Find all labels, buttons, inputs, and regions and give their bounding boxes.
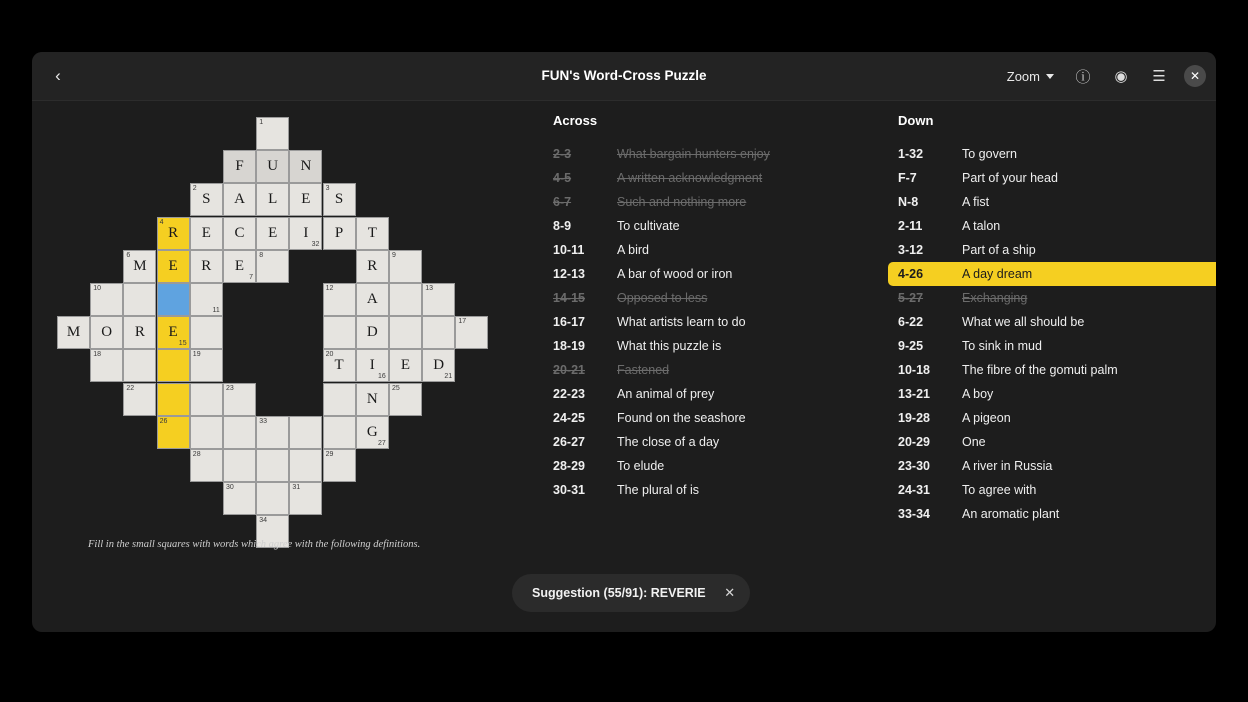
cell-number: 9	[392, 251, 396, 259]
cell-number: 17	[458, 318, 467, 326]
grid-cell[interactable]	[389, 383, 422, 416]
grid-cell[interactable]	[256, 183, 289, 216]
across-clue-list	[551, 142, 881, 502]
cell-number: 11	[212, 307, 220, 314]
grid-cell[interactable]	[323, 316, 356, 349]
clue-down-20-29[interactable]	[896, 430, 1216, 454]
clue-down-3-12[interactable]	[896, 238, 1216, 262]
grid-cell[interactable]	[223, 383, 256, 416]
grid-cell[interactable]	[123, 283, 156, 316]
grid-cell[interactable]	[289, 449, 322, 482]
clue-label: 3-12	[898, 243, 924, 257]
cell-letter: M	[66, 324, 81, 341]
grid-cell[interactable]	[223, 449, 256, 482]
grid-cell[interactable]	[157, 383, 190, 416]
clue-across-4-5[interactable]	[551, 166, 881, 190]
clue-across-24-25[interactable]	[551, 406, 881, 430]
cell-number: 27	[378, 439, 386, 447]
clue-label: N-8	[898, 195, 919, 209]
clues-panel	[517, 101, 1216, 632]
clue-across-26-27[interactable]	[551, 430, 881, 454]
cell-number: 30	[226, 484, 234, 492]
clue-text: What this puzzle is	[617, 339, 722, 353]
cell-letter: R	[134, 324, 145, 341]
cell-number: 20	[325, 351, 334, 359]
clue-text: To elude	[617, 459, 665, 473]
clue-label: 14-15	[553, 291, 585, 305]
grid-cell[interactable]	[289, 217, 322, 250]
clue-label: 24-25	[553, 411, 585, 425]
cell-number: 32	[311, 240, 320, 248]
grid-cell[interactable]	[256, 449, 289, 482]
clue-label: 8-9	[553, 219, 572, 233]
grid-cell[interactable]	[190, 250, 223, 283]
grid-cell[interactable]	[256, 416, 289, 449]
clue-text: To cultivate	[617, 219, 680, 233]
grid-cell[interactable]	[190, 416, 223, 449]
grid-cell[interactable]	[323, 183, 356, 216]
grid-cell[interactable]	[223, 250, 256, 283]
grid-cell[interactable]	[157, 416, 190, 449]
cell-letter: E	[201, 224, 211, 241]
suggestion-toast	[512, 574, 750, 612]
close-icon[interactable]: ✕	[1184, 65, 1206, 87]
clue-text: Such and nothing more	[617, 195, 747, 209]
cell-letter: I	[303, 224, 309, 241]
clue-text: To agree with	[962, 483, 1037, 497]
cell-letter: A	[234, 191, 245, 208]
cell-letter: R	[367, 257, 378, 274]
clue-text: What bargain hunters enjoy	[617, 147, 770, 161]
grid-cell[interactable]	[157, 217, 190, 250]
cell-letter: E	[268, 224, 278, 241]
clue-label: 33-34	[898, 507, 930, 521]
cell-number: 31	[292, 484, 301, 492]
clue-label: 1-32	[898, 147, 924, 161]
clue-text: An aromatic plant	[962, 507, 1060, 521]
grid-cell[interactable]	[289, 416, 322, 449]
grid-cell[interactable]	[289, 183, 322, 216]
cell-letter: M	[133, 257, 147, 274]
grid-cell[interactable]	[356, 349, 389, 382]
cell-letter: E	[168, 324, 178, 341]
clue-across-30-31[interactable]	[551, 478, 881, 502]
clue-text: Found on the seashore	[617, 411, 746, 425]
grid-cell[interactable]	[223, 217, 256, 250]
cell-letter: I	[369, 357, 375, 374]
across-column	[551, 113, 881, 502]
chevron-down-icon	[1046, 74, 1054, 79]
cell-number: 2	[192, 185, 197, 193]
clue-label: 23-30	[898, 459, 930, 473]
grid-cell[interactable]	[389, 349, 422, 382]
clue-across-22-23[interactable]	[551, 382, 881, 406]
grid-cell[interactable]	[323, 383, 356, 416]
grid-cell[interactable]	[157, 349, 190, 382]
cell-number: 3	[325, 185, 330, 193]
cell-number: 4	[159, 218, 164, 226]
across-heading: Across	[553, 113, 598, 128]
clue-label: 2-11	[898, 219, 923, 233]
crossword-panel	[32, 101, 517, 632]
grid-cell[interactable]	[323, 416, 356, 449]
clue-down-6-22[interactable]	[896, 310, 1216, 334]
grid-cell[interactable]	[123, 383, 156, 416]
title-bar	[32, 52, 1216, 101]
clue-label: 12-13	[553, 267, 585, 281]
cell-letter: D	[433, 357, 445, 374]
clue-text: To govern	[962, 147, 1017, 161]
title-bar-actions	[1003, 52, 1206, 100]
clue-text: A written acknowledgment	[617, 171, 763, 185]
grid-cell[interactable]	[123, 250, 156, 283]
cell-letter: U	[267, 158, 279, 175]
clue-down-10-18[interactable]	[896, 358, 1216, 382]
grid-cell[interactable]	[223, 416, 256, 449]
grid-cell[interactable]	[190, 449, 223, 482]
clue-across-12-13[interactable]	[551, 262, 881, 286]
cell-number: 22	[126, 384, 135, 392]
clue-label: 20-21	[553, 363, 585, 377]
clue-text: What we all should be	[962, 315, 1085, 329]
clue-text: One	[962, 435, 986, 449]
clue-down-F-7[interactable]	[896, 166, 1216, 190]
grid-cell[interactable]	[289, 150, 322, 183]
clue-across-2-3[interactable]	[551, 142, 881, 166]
grid-cell[interactable]	[389, 250, 422, 283]
clue-text: A river in Russia	[962, 459, 1053, 473]
clue-text: The fibre of the gomuti palm	[962, 363, 1118, 377]
cell-number: 25	[392, 384, 400, 392]
clue-text: The close of a day	[617, 435, 720, 449]
clue-text: Opposed to less	[617, 291, 708, 305]
window-content	[32, 101, 1216, 632]
clue-label: 16-17	[553, 315, 585, 329]
clue-text: An animal of prey	[617, 387, 715, 401]
zoom-dropdown[interactable]	[1003, 65, 1058, 88]
down-heading: Down	[898, 113, 934, 128]
cell-letter: N	[300, 158, 312, 175]
cell-number: 21	[444, 373, 453, 381]
cell-letter: O	[101, 324, 113, 341]
clue-label: 5-27	[898, 291, 924, 305]
clue-down-4-26[interactable]	[888, 262, 1216, 286]
grid-cell[interactable]	[323, 283, 356, 316]
grid-cell[interactable]	[356, 217, 389, 250]
grid-cell[interactable]	[223, 482, 256, 515]
grid-cell[interactable]	[323, 449, 356, 482]
grid-cell[interactable]	[157, 316, 190, 349]
clue-label: 24-31	[898, 483, 930, 497]
grid-cell[interactable]	[57, 316, 90, 349]
cell-number: 13	[425, 285, 433, 292]
cell-number: 34	[259, 517, 267, 525]
cell-letter: S	[202, 191, 211, 208]
grid-cell[interactable]	[455, 316, 488, 349]
cell-number: 1	[259, 119, 264, 126]
grid-cell[interactable]	[356, 250, 389, 283]
clue-down-23-30[interactable]	[896, 454, 1216, 478]
grid-cell[interactable]	[190, 183, 223, 216]
cell-letter: L	[268, 191, 278, 208]
clue-text: Exchanging	[962, 291, 1028, 305]
clue-across-8-9[interactable]	[551, 214, 881, 238]
grid-cell[interactable]	[223, 150, 256, 183]
clue-text: A pigeon	[962, 411, 1011, 425]
cell-number: 15	[178, 340, 187, 348]
grid-cell[interactable]	[256, 482, 289, 515]
cell-number: 28	[192, 451, 201, 458]
clue-label: 9-25	[898, 339, 924, 353]
grid-cell[interactable]	[90, 349, 123, 382]
cell-letter: E	[301, 191, 311, 208]
clue-text: A day dream	[962, 267, 1033, 281]
cell-letter: G	[366, 423, 378, 440]
grid-cell[interactable]	[356, 416, 389, 449]
grid-cell[interactable]	[356, 383, 389, 416]
down-column	[896, 113, 1216, 526]
cell-letter: E	[400, 357, 411, 374]
zoom-label: Zoom	[1006, 68, 1040, 84]
cell-letter: E	[234, 257, 245, 274]
puzzle-window	[32, 52, 1216, 632]
clue-down-N-8[interactable]	[896, 190, 1216, 214]
grid-cell[interactable]	[90, 283, 123, 316]
grid-caption: Fill in the small squares with words which agree with the following definitions.	[88, 539, 421, 550]
grid-cell[interactable]	[256, 217, 289, 250]
cell-number: 18	[93, 351, 101, 359]
clue-label: 10-11	[553, 243, 585, 257]
clue-text: Fastened	[617, 363, 670, 377]
cell-number: 7	[249, 273, 253, 281]
crossword-grid[interactable]	[57, 117, 492, 537]
cell-letter: D	[366, 324, 378, 341]
clue-label: 22-23	[553, 387, 585, 401]
clue-text: A boy	[962, 387, 994, 401]
clue-label: 10-18	[898, 363, 930, 377]
suggestion-text: Suggestion (55/91): REVERIE	[532, 586, 706, 600]
grid-cell[interactable]	[323, 217, 356, 250]
grid-cell[interactable]	[323, 349, 356, 382]
grid-cell[interactable]	[157, 283, 190, 316]
cell-letter: R	[168, 224, 179, 241]
clue-text: Part of your head	[962, 171, 1058, 185]
clue-across-10-11[interactable]	[551, 238, 881, 262]
grid-cell[interactable]	[256, 117, 289, 150]
clue-label: F-7	[898, 171, 917, 185]
clue-label: 28-29	[553, 459, 585, 473]
clue-label: 4-5	[553, 171, 572, 185]
grid-cell[interactable]	[289, 482, 322, 515]
clue-label: 4-26	[898, 267, 924, 281]
grid-cell[interactable]	[256, 150, 289, 183]
clue-text: A fist	[962, 195, 990, 209]
grid-cell[interactable]	[190, 349, 223, 382]
cell-number: 16	[378, 373, 386, 381]
clue-down-19-28[interactable]	[896, 406, 1216, 430]
info-icon[interactable]: ⓘ	[1075, 68, 1091, 86]
clue-text: A bird	[617, 243, 649, 257]
chevron-left-icon: ‹	[55, 66, 61, 85]
grid-cell[interactable]	[190, 283, 223, 316]
clue-across-20-21[interactable]	[551, 358, 881, 382]
clue-label: 26-27	[553, 435, 585, 449]
close-icon[interactable]: ✕	[724, 585, 736, 600]
grid-cell[interactable]	[157, 250, 190, 283]
cell-letter: N	[366, 390, 378, 407]
cell-letter: S	[334, 191, 344, 208]
cell-number: 33	[259, 417, 267, 425]
clue-label: 20-29	[898, 435, 930, 449]
clue-text: A bar of wood or iron	[617, 267, 733, 281]
cell-number: 12	[325, 285, 334, 292]
clue-down-1-32[interactable]	[896, 142, 1216, 166]
cell-number: 19	[192, 351, 201, 359]
clue-label: 6-7	[553, 195, 572, 209]
clue-label: 2-3	[553, 147, 572, 161]
clue-across-6-7[interactable]	[551, 190, 881, 214]
accessibility-icon[interactable]: ◉	[1114, 68, 1128, 85]
page-title: FUN's Word-Cross Puzzle	[541, 68, 707, 83]
cell-number: 10	[93, 285, 101, 292]
grid-cell[interactable]	[190, 316, 223, 349]
clue-text: To sink in mud	[962, 339, 1042, 353]
clue-down-33-34[interactable]	[896, 502, 1216, 526]
grid-cell[interactable]	[256, 250, 289, 283]
clue-text: Part of a ship	[962, 243, 1036, 257]
clue-across-16-17[interactable]	[551, 310, 881, 334]
clue-across-18-19[interactable]	[551, 334, 881, 358]
clue-label: 30-31	[553, 483, 585, 497]
clue-label: 18-19	[553, 339, 585, 353]
cell-number: 29	[325, 451, 334, 458]
grid-cell[interactable]	[123, 349, 156, 382]
grid-cell[interactable]	[223, 183, 256, 216]
grid-cell[interactable]	[389, 316, 422, 349]
clue-text: What artists learn to do	[617, 315, 746, 329]
clue-down-2-11[interactable]	[896, 214, 1216, 238]
grid-cell[interactable]	[190, 217, 223, 250]
grid-cell[interactable]	[356, 283, 389, 316]
clue-label: 19-28	[898, 411, 930, 425]
grid-cell[interactable]	[356, 316, 389, 349]
cell-letter: C	[234, 224, 245, 241]
cell-letter: E	[168, 257, 178, 274]
grid-cell[interactable]	[422, 349, 455, 382]
cell-letter: R	[201, 257, 212, 274]
clue-down-5-27[interactable]	[896, 286, 1216, 310]
clue-text: The plural of is	[617, 483, 699, 497]
cell-number: 23	[226, 384, 234, 392]
grid-cell[interactable]	[90, 316, 123, 349]
hamburger-menu-icon[interactable]: ☰	[1152, 68, 1166, 85]
clue-down-9-25[interactable]	[896, 334, 1216, 358]
cell-letter: A	[366, 291, 378, 307]
clue-across-28-29[interactable]	[551, 454, 881, 478]
clue-down-24-31[interactable]	[896, 478, 1216, 502]
clue-across-14-15[interactable]	[551, 286, 881, 310]
grid-cell[interactable]	[422, 316, 455, 349]
grid-cell[interactable]	[190, 383, 223, 416]
down-clue-list	[896, 142, 1216, 526]
cell-letter: T	[367, 224, 377, 241]
cell-letter: T	[334, 357, 344, 374]
clue-text: A talon	[962, 219, 1001, 233]
cell-number: 8	[259, 251, 264, 259]
clue-label: 13-21	[898, 387, 930, 401]
grid-cell[interactable]	[389, 283, 422, 316]
grid-cell[interactable]	[123, 316, 156, 349]
cell-number: 6	[126, 251, 131, 259]
clue-label: 6-22	[898, 315, 924, 329]
cell-letter: P	[334, 224, 344, 241]
clue-down-13-21[interactable]	[896, 382, 1216, 406]
cell-number: 26	[159, 417, 168, 425]
grid-cell[interactable]	[422, 283, 455, 316]
cell-letter: F	[235, 158, 244, 175]
